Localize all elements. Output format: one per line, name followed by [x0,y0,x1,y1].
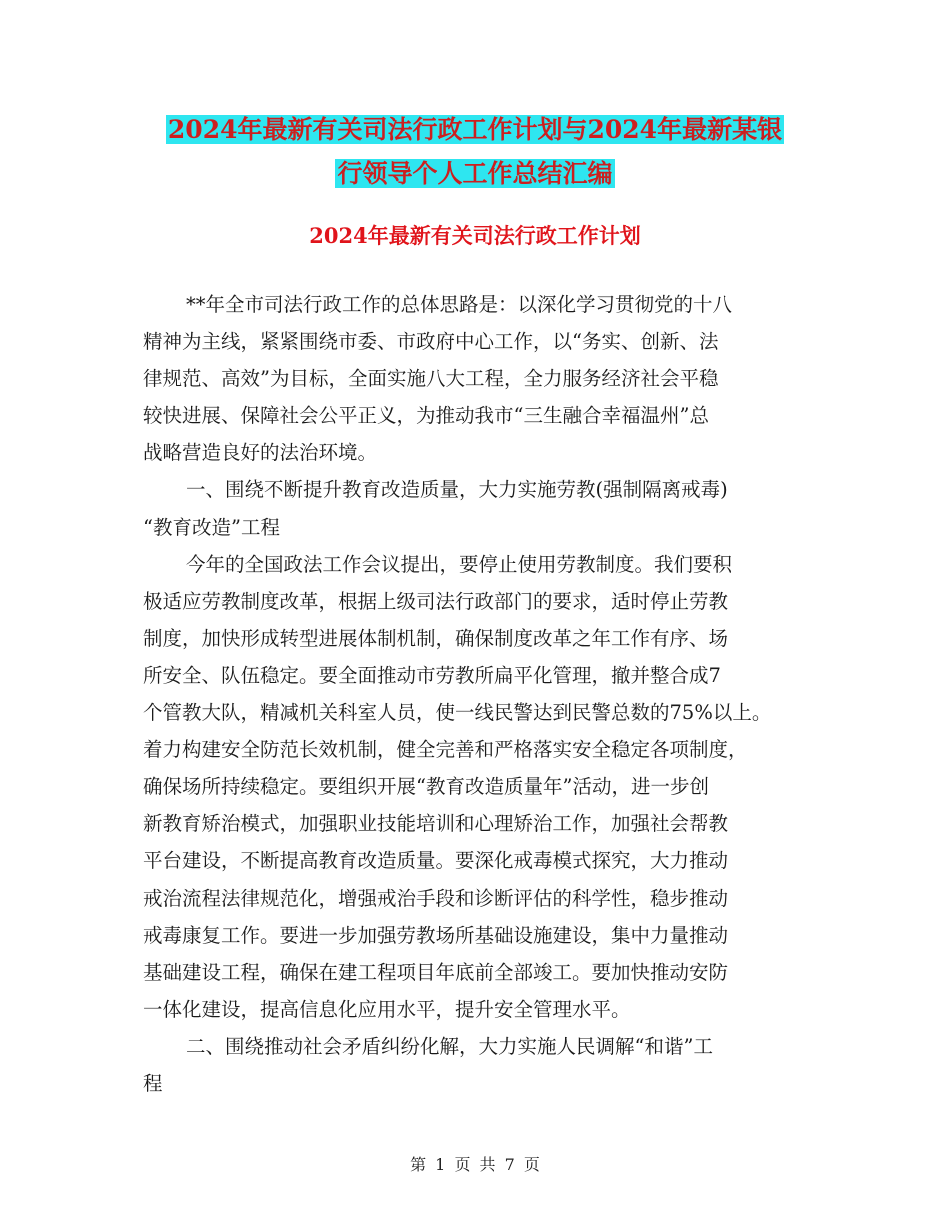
paragraph-line: 戒毒康复工作。要进一步加强劳教场所基础设施建设，集中力量推动 [143,923,729,947]
heading-line: 程 [143,1071,163,1095]
title-highlight-2: 行领导个人工作总结汇编 [337,159,613,188]
paragraph-line: 新教育矫治模式，加强职业技能培训和心理矫治工作，加强社会帮教 [143,812,729,836]
paragraph-line: 基础建设工程，确保在建工程项目年底前全部竣工。要加快推动安防 [143,960,729,984]
heading-line: “教育改造”工程 [143,515,280,539]
paragraph-line: 戒治流程法律规范化，增强戒治手段和诊断评估的科学性，稳步推动 [143,886,729,910]
body-text [143,286,821,1102]
paragraph-line: 今年的全国政法工作会议提出，要停止使用劳教制度。我们要积 [186,552,733,576]
document-title-line-1 [0,106,950,154]
title-highlight-1: 2024年最新有关司法行政工作计划与2024年最新某银 [167,115,783,144]
paragraph-line: 个管教大队，精减机关科室人员，使一线民警达到民警总数的75%以上。 [143,701,772,725]
paragraph-line: 精神为主线，紧紧围绕市委、市政府中心工作，以“务实、创新、法 [143,330,719,354]
heading-line: 一、围绕不断提升教育改造质量，大力实施劳教(强制隔离戒毒) [186,478,728,502]
paragraph-line: 一体化建设，提高信息化应用水平，提升安全管理水平。 [143,997,631,1021]
heading-line: 二、围绕推动社会矛盾纠纷化解，大力实施人民调解“和谐”工 [186,1034,713,1058]
paragraph-line: 战略营造良好的法治环境。 [143,441,378,465]
paragraph-line: 确保场所持续稳定。要组织开展“教育改造质量年”活动，进一步创 [143,775,709,799]
paragraph-line: 着力构建安全防范长效机制，健全完善和严格落实安全稳定各项制度， [143,738,748,762]
document-title-line-2 [0,150,950,198]
paragraph-line: 所安全、队伍稳定。要全面推动市劳教所扁平化管理，撤并整合成7 [143,663,721,687]
section-title: 2024年最新有关司法行政工作计划 [309,223,641,248]
paragraph-line: **年全市司法行政工作的总体思路是：以深化学习贯彻党的十八 [186,293,733,316]
paragraph-line: 平台建设，不断提高教育改造质量。要深化戒毒模式探究，大力推动 [143,849,729,873]
paragraph-line: 较快进展、保障社会公平正义，为推动我市“三生融合幸福温州”总 [143,404,709,428]
paragraph-line: 制度，加快形成转型进展体制机制，确保制度改革之年工作有序、场 [143,626,729,650]
page-footer: 第 1 页 共 7 页 [410,1155,540,1174]
paragraph-line: 极适应劳教制度改革，根据上级司法行政部门的要求，适时停止劳教 [143,589,729,613]
paragraph-line: 律规范、高效”为目标，全面实施八大工程，全力服务经济社会平稳 [143,367,719,391]
